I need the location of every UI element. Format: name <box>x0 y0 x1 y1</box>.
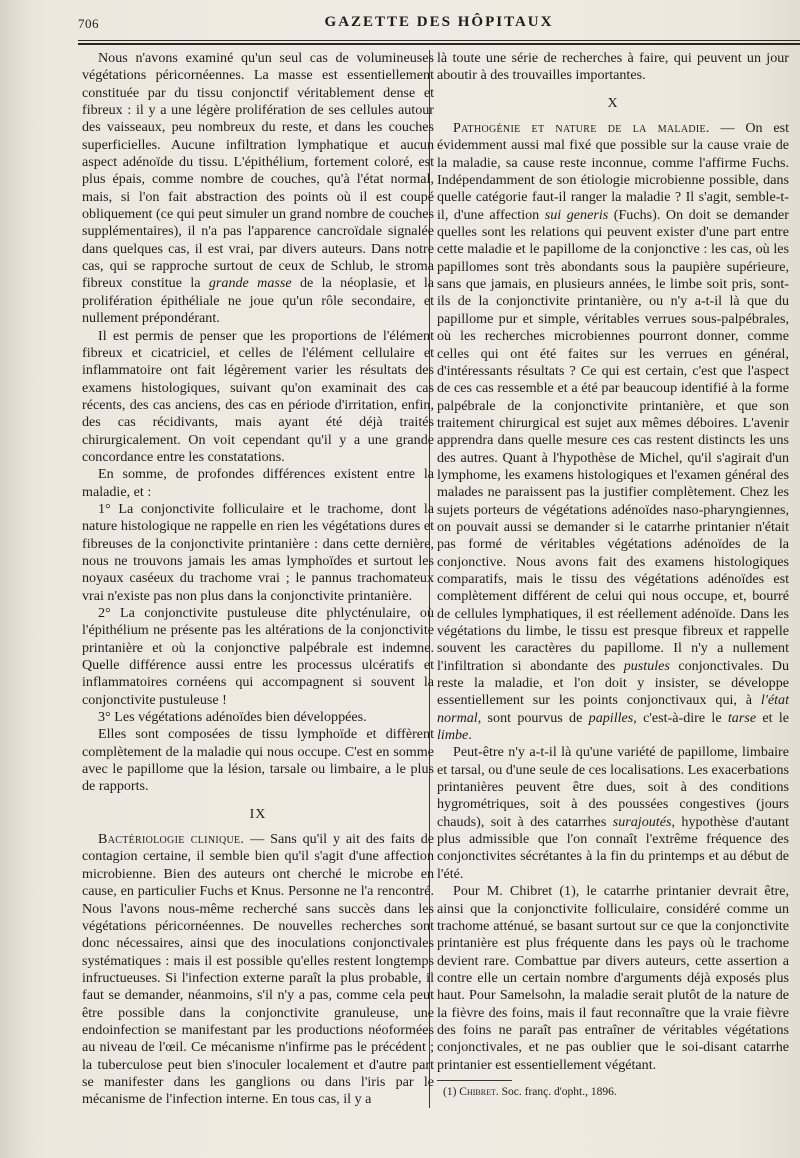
paragraph: là toute une série de recherches à faire, qui peuvent un jour aboutir à des trouvailles importantes. <box>437 50 789 84</box>
text-run: , c'est-à-dire le <box>633 709 728 726</box>
section-heading: Pathogénie et nature de la maladie. <box>453 120 710 137</box>
text-run: — On est évidemment aussi mal fixé que possible sur la cause vraie de la maladie, sa cause reste inconnue, comme l'affirme Fuchs. Indépendamment de son étiologie microbienne possible, dans quelle catégorie faut-il ranger la maladie ? Il s'agit, semble-t-il, d'une affection <box>437 120 790 223</box>
text-run: Peut-être n'y a-t-il là qu'une variété de papillome, limbaire et tarsal, ou d'une seule de ces localisations. Les exacerbations printanières peuvent être dues, soit à des conditions hygrométriques, soit à des poussées congestives (jours chauds), soit à des catarrhes <box>437 744 790 830</box>
emphasis: grande masse <box>208 275 292 292</box>
footnote-number: (1) <box>443 1085 460 1098</box>
text-run: et le <box>756 709 790 726</box>
binding-shadow <box>0 0 30 1158</box>
footnote-source: . Soc. franç. d'opht., 1896. <box>495 1085 617 1098</box>
running-title: GAZETTE DES HÔPITAUX <box>324 14 554 30</box>
text-run: , sont pourvus de <box>477 709 589 726</box>
emphasis: papilles <box>588 709 634 726</box>
text-run: conjonctivales. Du reste la maladie, et l'on doit y insister, se développe essentiellement sur les points conjonctivaux qui, à <box>437 657 789 709</box>
text-run: — Sans qu'il y ait des faits de contagion certaine, il semble bien qu'il s'agit d'une affection microbienne. Bien des auteurs ont cherché le microbe en cause, en particulier Fuchs et Knus. Personne ne l'a rencontré. Nous l'avons nous-même recherché sans succès dans les végétations péricornéennes. De nouvelles recherches sont donc nécessaires, ainsi que des inoculations conjonctivales systématiques : mais il est possible qu'elles restent longtemps infructueuses. Si l'infection externe paraît la plus probable, il faut se demander, néanmoins, s'il n'y a pas, comme cela peut être possible dans la conjonctivite granuleuse, une endoinfection se manifestant par les productions néoformées au niveau de l'œil. Ce mécanisme n'infirme pas le précédent ; la tuberculose peut bien s'inoculer localement et d'autre part se manifester dans les ganglions ou dans l'iris par le mécanisme de l'infection interne. En tous cas, il y a <box>82 831 434 1108</box>
emphasis: pustules <box>623 657 670 674</box>
text-run: Nous n'avons examiné qu'un seul cas de volumineuses végétations péricornéennes. La masse est essentiellement constituée par du tissu conjonctif véritablement dense et fibreux : il y a une légère prolifération de ses cellules autour des vaisseaux, peu nombreux du reste, et dans les couches superficielles. Aucune infiltration lymphatique et aucun aspect adénoïde du tissu. L'épithélium, fortement coloré, est plus épais, comme nombre de couches, qu'à l'état normal, mais, si l'on fait abstraction des points où il est coupé obliquement (ce qui peut simuler un grand nombre de couches supplémentaires), il n'a pas l'apparence cancroïdale signalée dans quelques cas, il est vrai, par divers auteurs. Dans notre cas, qui se rapproche surtout de ceux de Schlub, le stroma fibreux constitue la <box>82 50 434 292</box>
emphasis: surajoutés <box>612 813 672 830</box>
paragraph: Elles sont composées de tissu lymphoïde et diffèrent complètement de la maladie qui nous occupe. C'est en somme avec le papillome que la lésion, tarsale ou limbaire, a le plus de rapports. <box>82 726 434 795</box>
paragraph <box>437 120 789 744</box>
emphasis: l'état normal <box>437 692 789 726</box>
section-heading: Bactériologie clinique. <box>98 831 245 848</box>
paragraph: 1° La conjonctivite folliculaire et le trachome, dont la nature histologique ne rappelle en rien les végétations dures et fibreuses de la conjonctivite printanière : dans cette dernière, nous ne trouvons jamais les amas lymphoïdes et surtout les noyaux caséeux du trachome vrai ; le pannus trachomateux vrai n'existe pas non plus dans la conjonctivite printanière. <box>82 500 434 604</box>
left-column <box>82 50 434 1109</box>
text-run: (Fuchs). On doit se demander quelles sont les relations qui peuvent exister d'une part entre cette maladie et le papillome de la conjonctive : les cas, où les papillomes sont très abondants sous la paupière supérieure, sans que jamais, en plusieurs années, le limbe soit pris, sont-ils de la conjonctivite printanière, ou n'y a-t-il là que du papillome pur et simple, véritables verrues sous-palpébrales, où les recherches microbiennes pourront donner, comme celles qui ont été faites sur les verrues en général, d'intéressants résultats ? Ce qui est certain, c'est que l'aspect de ces cas ressemble et a été par beaucoup identifié à la forme palpébrale de la conjonctivite printanière, et que son traitement chirurgical est sujet aux mêmes déboires. L'avenir apprendra dans quelle mesure ces cas restent distincts les uns des autres. Quant à l'hypothèse de Michel, qu'il s'agirait d'un lymphome, les examens histologiques et l'examen général des malades ne paraissent pas la justifier complètement. Chez les sujets porteurs de végétations adénoïdes naso-pharyngiennes, on pouvait aussi se demander si le catarrhe printanier n'était pas formé de véritables végétations adénoïdes de la conjonctive. Nous avons fait des examens histologiques comparatifs, mais le tissu des végétations adénoïdes est complètement différent de celui qui nous occupe, et, bourré de cellules lymphatiques, il est réellement adénoïde. Dans les végétations du limbe, le tissu est presque fibreux et rappelle souvent les caractères du papillome. Il n'y a nullement l'infiltration si abondante des <box>437 206 789 674</box>
text-run: de la néoplasie, et la prolifération épithéliale ne joue qu'un rôle secondaire, et nullement prépondérant. <box>82 275 434 327</box>
section-number: IX <box>249 806 267 822</box>
paragraph <box>437 744 789 883</box>
right-column <box>437 50 789 1099</box>
header-rule <box>78 40 800 41</box>
footnote-rule <box>437 1080 512 1081</box>
paragraph: 3° Les végétations adénoïdes bien développées. <box>98 709 367 726</box>
footnote-author: Chibret <box>459 1085 496 1098</box>
emphasis: sui generis <box>544 206 609 223</box>
paragraph <box>82 50 434 328</box>
header-rule-double <box>78 43 800 45</box>
section-number: X <box>607 95 619 111</box>
text-run: , hypothèse d'autant plus admissible que l'on connaît l'extrême fréquence des conjonctivites sécrétantes à la fin du printemps et au début de l'été. <box>437 813 789 882</box>
paragraph: 2° La conjonctivite pustuleuse dite phlycténulaire, où l'épithélium ne présente pas les altérations de la conjonctivite printanière et où la conjonctive palpébrale est indemne. Quelle différence aussi entre les processus ulcératifs et inflammatoires cornéens qui accompagnent si souvent la conjonctivite pustuleuse ! <box>82 605 434 708</box>
footnote <box>437 1085 789 1099</box>
paragraph <box>82 831 434 1109</box>
page-number: 706 <box>78 16 99 31</box>
paragraph: En somme, de profondes différences existent entre la maladie, et : <box>82 466 434 500</box>
emphasis: limbe <box>437 727 469 744</box>
text-run: . <box>468 727 472 744</box>
emphasis: tarse <box>727 709 757 726</box>
paragraph: Il est permis de penser que les proportions de l'élément fibreux et cicatriciel, et celles de l'élément cellulaire et inflammatoire ont fait légèrement varier les résultats des examens histologiques, suivant qu'on examinait des cas récents, des cas anciens, des cas en période d'irritation, enfin, des cas récidivants, mais ayant été déjà traités chirurgicalement. On voit cependant qu'il y a une grande concordance entre les constatations. <box>82 327 434 465</box>
paragraph: Pour M. Chibret (1), le catarrhe printanier devrait être, ainsi que la conjonctivite folliculaire, considéré comme un trachome atténué, se basant surtout sur ce que la conjonctivite printanière est plus fréquente dans les pays où le trachome devient rare. Combattue par divers auteurs, cette assertion a contre elle un certain nombre d'arguments déjà exposés plus haut. Pour Samelsohn, la maladie serait plutôt de la nature de la fièvre des foins, mais il faut reconnaître que la vraie fièvre des foins ne paraît pas entraîner de véritables végétations conjonctivales, et ne pas oublier que le soi-disant catarrhe printanier est essentiellement végétant. <box>437 883 789 1073</box>
page-header <box>78 14 800 38</box>
